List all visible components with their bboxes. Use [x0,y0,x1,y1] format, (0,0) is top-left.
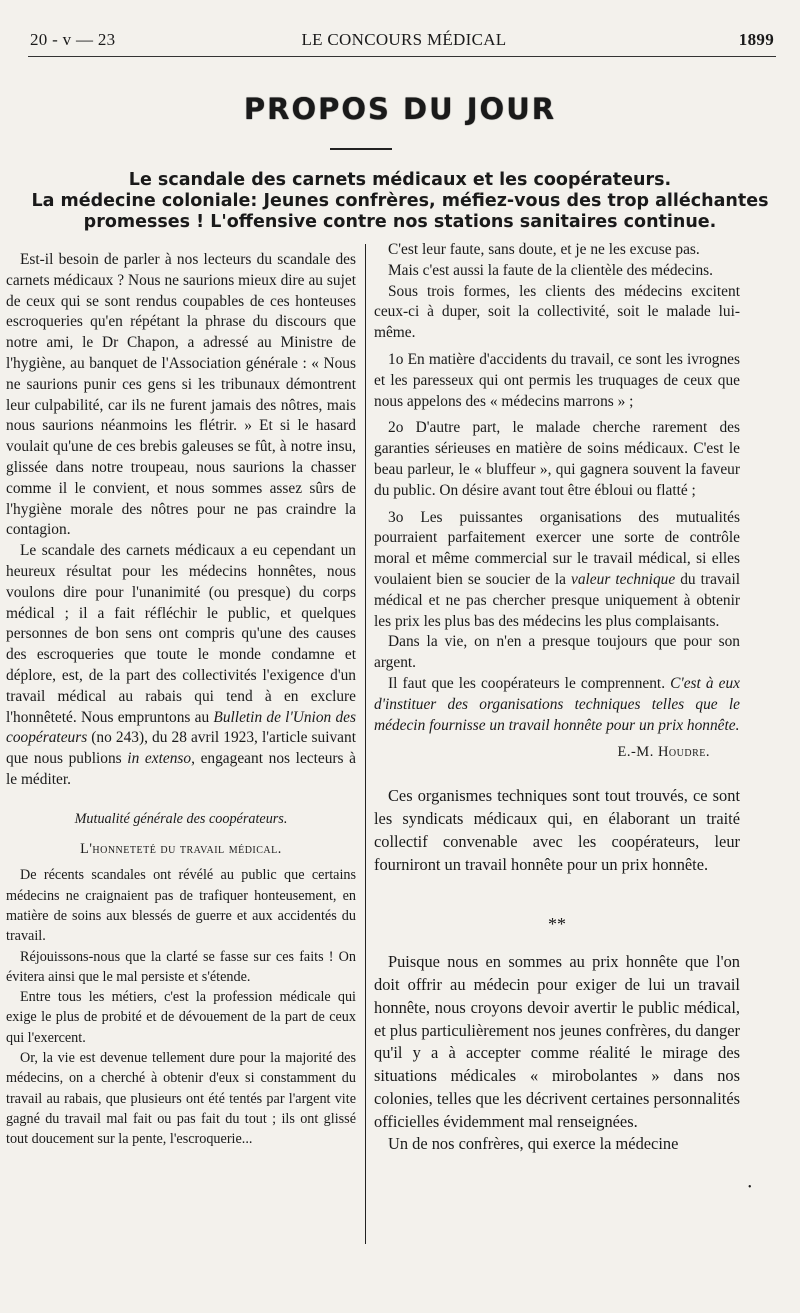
right-paragraph-5: 2o D'autre part, le malade cherche rarement des garanties sérieuses en matière de soins médicaux. C'est le beau parleur, le « bluffeur », qui gagnera souvent la faveur du public. On désire avant tout être ébloui ou flatté ; [374,419,740,499]
paragraph-result: Le scandale des carnets médicaux a eu cependant un heureux résultat pour les médecins honnêtes, nous voulons dire pour l'unanimité (ou presque) du corps médical ; il a fait réfléchir le public, et quelques personnes de bon sens ont compris qu'une des causes des escroqueries que toute le monde condamne et déplore, est, de la part des collectivités l'exigence d'un travail médical au rabais qui tend à en exclure l'honnêteté. Nous empruntons au Bulletin de l'Union des coopérateurs (no 243), du 28 avril 1923, l'article suivant que nous publions in extenso, engageant nos lecteurs à le méditer. [6,542,357,788]
journal-name: LE CONCOURS MÉDICAL [301,30,507,49]
right-paragraph-1: C'est leur faute, sans doute, et je ne les excuse pas. [388,241,700,258]
quote-paragraph-3: Entre tous les métiers, c'est la profession médicale qui exige le plus de probité et de dévouement de la part de ceux qui l'exercent. [6,989,356,1046]
headline-line-2: La médecine coloniale: Jeunes confrères, méfiez-vous des trop alléchantes [31,191,769,211]
column-divider [365,244,366,1244]
right-paragraph-continued: Un de nos confrères, qui exerce la médecine [388,1134,679,1154]
quote-source: Mutualité générale des coopérateurs. [74,810,288,827]
right-paragraph-3: Sous trois formes, les clients des médecins excitent ceux-ci à duper, soit la collectivité, soit le malade lui-même. [374,282,740,342]
header-rule [28,56,776,57]
right-paragraph-6: 3o Les puissantes organisations des mutualités pourraient parfaitement exercer une sorte de contrôle moral et même commercial sur le travail médical, si elles voulaient bien se soucier de la valeur technique du travail médical et ne pas chercher presque uniquement à obtenir les prix les plus bas des médecins les plus complaisants. [374,508,740,630]
quote-paragraph-1: De récents scandales ont révélé au public que certains médecins ne craignaient pas de trafiquer honteusement, en matière de soins aux blessés de guerre et aux accidentés du travail. [6,867,356,945]
right-paragraph-7: Dans la vie, on n'en a presque toujours que pour son argent. [374,633,740,672]
right-paragraph-8: Il faut que les coopérateurs le comprennent. C'est à eux d'instituer des organisations techniques telles que le médecin fournisse un travail honnête pour un prix honnête. [374,674,741,734]
quote-title: L'honneteté du travail médical. [80,841,282,858]
left-column [6,250,356,1149]
quote-paragraph-4: Or, la vie est devenue tellement dure pour la majorité des médecins, on a cherché à obtenir d'eux si constamment du travail au rabais, que plusieurs ont été tentés par l'argent vite gagné du travail mal fait ou pas fait du tout ; ils ont glissé tout doucement sur la pente, l'escroquerie... [6,1049,356,1148]
right-paragraph-4: 1o En matière d'accidents du travail, ce sont les ivrognes et les paresseux qui ont permis les truquages de ceux que nous appelons des « médecins marrons » ; [374,350,740,410]
right-paragraph-2: Mais c'est aussi la faute de la clientèle des médecins. [388,261,713,279]
section-separator: ** [548,914,566,935]
paragraph-intro: Est-il besoin de parler à nos lecteurs du scandale des carnets médicaux ? Nous ne saurions mieux dire au sujet de ceux qui se sont rendus coupables de ces honteuses escroqueries qu'en répétant la phrase du discours que notre ami, le Dr Chapon, a adressé au Ministre de l'hygiène, au banquet de l'Association générale : « Nous ne saurions punir ces gens si les tribunaux démontrent leur culpabilité, car ils ne furent jamais des nôtres, mais nous saurions néanmoins les flétrir. » Et si le hasard voulait qu'une de ces brebis galeuses se fût, à notre insu, glissée dans notre troupeau, nous saurions la chasser comme il le convient, et nous sommes assez sûrs de l'hygiène morale des nôtres pour ne pas craindre la contagion. [6,251,356,539]
headline-line-3: promesses ! L'offensive contre nos stations sanitaires continue. [83,212,717,232]
signature: E.-M. Houdre. [617,744,710,761]
headline [0,170,800,233]
margin-mark: • [748,1182,752,1193]
page-number: 1899 [738,30,774,49]
running-head [24,30,784,52]
right-column [374,240,740,1156]
headline-line-1: Le scandale des carnets médicaux et les coopérateurs. [128,170,672,190]
issue-date: 20 - v — 23 [30,30,116,49]
title-rule [330,148,392,150]
bulletin-source: Bulletin de l'Union des coopérateurs [6,708,356,747]
quote-paragraph-2: Réjouissons-nous que la clarté se fasse sur ces faits ! On évitera ainsi que le mal persiste et s'étende. [6,948,356,985]
right-paragraph-organismes: Ces organismes techniques sont tout trouvés, ce sont les syndicats médicaux qui, en élaborant un traité collectif convenable avec les coopérateurs, leur fourniront un travail honnête pour un prix honnête. [374,786,740,874]
right-paragraph-colonies: Puisque nous en sommes au prix honnête que l'on doit offrir au médecin pour exiger de lui un travail honnête, nous croyons devoir avertir le public médical, et plus particulièrement nos jeunes confrères, du danger qu'il y a à accepter comme réalité le mirage des situations médicales « mirobolantes » dans nos colonies, telles que les décrivent certaines personnalités officielles évidemment mal renseignées. [374,952,740,1131]
section-title: PROPOS DU JOUR [243,92,557,126]
